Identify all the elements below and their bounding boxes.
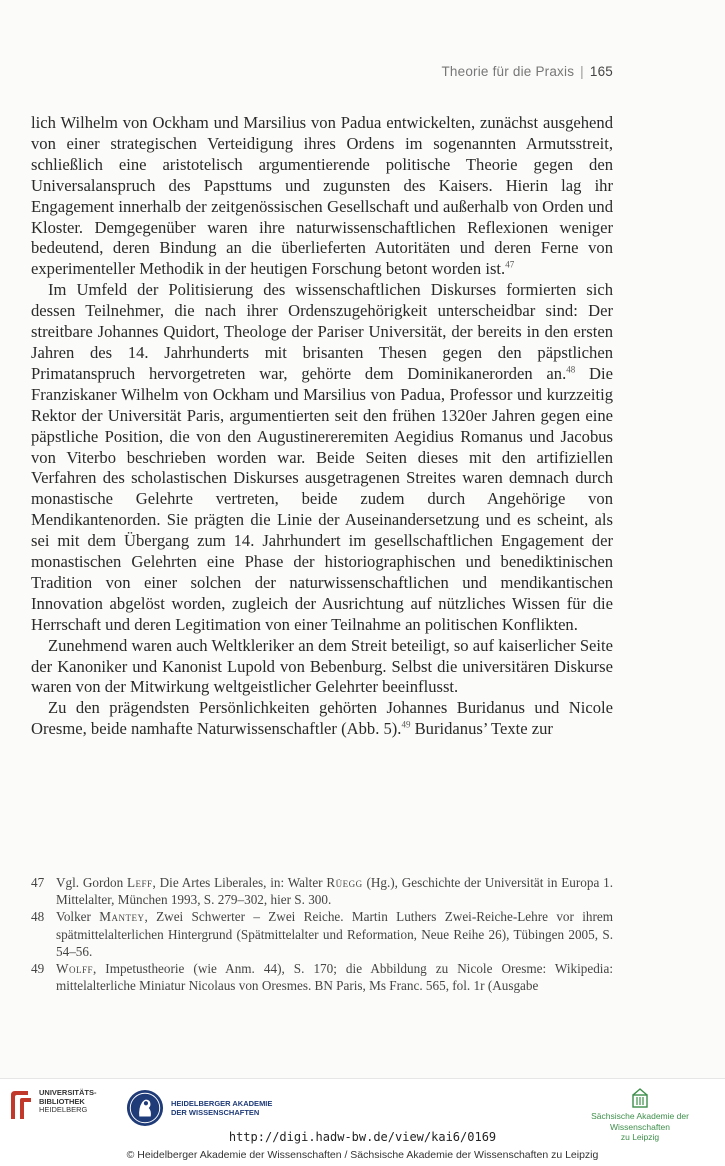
ub-line-2: BIBLIOTHEK (39, 1096, 85, 1106)
paragraph-4a-text: Zu den prägendsten Persönlichkeiten gehörten Johannes Buridanus und Nicole Oresme, beide namhafte Naturwissenschaftler (Abb. 5). (31, 698, 613, 739)
saw-emblem-icon (631, 1087, 649, 1109)
author-name: Mantey (99, 909, 145, 925)
footnotes (31, 874, 613, 994)
hadw-line-2: DER WISSENSCHAFTEN (171, 1108, 260, 1117)
copyright-notice: © Heidelberger Akademie der Wissenschaften / Sächsische Akademie der Wissenschaften zu Leipzig (126, 1149, 599, 1161)
hadw-line-1: HEIDELBERGER AKADEMIE (171, 1098, 273, 1108)
paragraph-4b-text: Buridanus’ Texte zur (410, 719, 553, 739)
footnote-text: Wolff, Impetustheorie (wie Anm. 44), S. 170; die Abbildung zu Nicole Oresme: Wikipedia: mittelalterliche Miniatur Nicolaus von Oresmes. BN Paris, Ms Franc. 565, fol. 1r (Ausgabe (56, 961, 613, 994)
ub-logo-icon (8, 1089, 34, 1121)
paragraph-1 (31, 113, 613, 280)
hadw-logo[interactable] (126, 1089, 272, 1127)
footnote-ref-49[interactable]: 49 (401, 719, 411, 730)
main-text (31, 113, 613, 740)
footnote-47 (31, 874, 613, 908)
footnote-49 (31, 960, 613, 994)
ub-line-1: UNIVERSITÄTS- (39, 1088, 97, 1097)
footnote-text: Vgl. Gordon Leff, Die Artes Liberales, in: Walter Rüegg (Hg.), Geschichte der Universität in Europa 1. Mittelalter, München 1993, S. 279–302, hier S. 300. (56, 875, 614, 908)
permalink-url[interactable]: http://digi.hadw-bw.de/view/kai6/0169 (228, 1130, 497, 1144)
academy-seal-icon (126, 1089, 164, 1127)
paragraph-2b-text: Die Franziskaner Wilhelm von Ockham und Marsilius von Padua, Professor und kurzzeitig Rektor der Universität Paris, argumentierten seit den frühen 1320er Jahren gegen eine päpstliche Position, die von den Augustinereremiten Aegidius Romanus und Jacobus von Viterbo beschrieben worden war. Beide Seiten dieses mit den artifiziellen Verfahren des scholastischen Diskurses ausgetragenen Streites waren demnach durch monastische Gelehrte vertreten, beide zudem durch Angehörige von Mendikantenorden. Sie prägten die Linie der Auseinandersetzung und es scheint, als sei mit dem Übergang zum 14. Jahrhundert im gesellschaftlichen Engagement der monastischen Gelehrten eine Phase der historiographischen und benediktinischen Tradition von einer solchen der naturwissenschaftlichen und mendikantischen Innovation abgelöst worden, zugleich der Ausrichtung auf nützliches Wissen für die Herrschaft und deren Legitimation von einer Teilnahme an politischen Konflikten. (31, 363, 613, 634)
header-separator: | (580, 64, 584, 79)
paragraph-4 (31, 698, 613, 740)
footnote-ref-48[interactable]: 48 (566, 364, 576, 375)
paragraph-2 (31, 280, 613, 635)
author-name: Leff (126, 875, 153, 890)
running-header (441, 64, 613, 79)
saw-line-2: zu Leipzig (620, 1132, 660, 1142)
footnote-48 (31, 908, 613, 960)
saw-line-1: Sächsische Akademie der Wissenschaften (591, 1111, 689, 1132)
paragraph-2a-text: Im Umfeld der Politisierung des wissenschaftlichen Diskurses formierten sich dessen Teilnehmer, die nach ihrer Ordenszugehörigkeit unterscheidbar sind: Der streitbare Johannes Quidort, Theologe der Pariser Universität, der bereits in den ersten Jahren des 14. Jahrhunderts mit brisanten Thesen gegen den päpstlichen Primatanspruch hervorgetreten war, gehörte dem Dominikanerorden an. (31, 280, 613, 383)
running-title: Theorie für die Praxis (441, 64, 575, 79)
author-name: Rüegg (326, 875, 363, 890)
footnote-text: Volker Mantey, Zwei Schwerter – Zwei Reiche. Martin Luthers Zwei-Reiche-Lehre vor ihrem spätmittelalterlichen Hintergrund (Spätmittelalter und Reformation, Neue Reihe 26), Tübingen 2005, S. 54–56. (56, 909, 613, 959)
paragraph-3: Zunehmend waren auch Weltkleriker an dem Streit beteiligt, so auf kaiserlicher Seite der Kanoniker und Kanonist Lupold von Bebenburg. Selbst die universitären Diskurse waren von der Mitwirkung weltgeistlicher Gelehrter beeinflusst. (31, 635, 613, 697)
ub-line-3: HEIDELBERG (39, 1105, 88, 1114)
ub-heidelberg-logo[interactable] (8, 1089, 97, 1121)
paragraph-1-text: lich Wilhelm von Ockham und Marsilius von Padua entwickelten, zunächst ausgehend von einer strategischen Verteidigung ihres Ordens im sogenannten Armutsstreit, schließlich eine aristotelisch argumentierende politische Theorie gegen den Universalanspruch des Papsttums und zugunsten des Kaisers. Hierin lag ihr Engagement innerhalb der zeitgenössischen Gesellschaft und außerhalb von Orden und Kloster. Demgegenüber waren ihre naturwissenschaftlichen Reflexionen weniger bedeutend, deren Bindung an die überlieferten Autoritäten und deren Ferne von experimenteller Methodik in der heutigen Forschung betont worden ist. (31, 113, 613, 279)
author-name: Wolff (56, 961, 93, 977)
footnote-number: 47 (31, 875, 45, 890)
footnote-number: 48 (31, 909, 45, 925)
page-number: 165 (589, 64, 613, 79)
footnote-ref-47[interactable]: 47 (505, 259, 515, 270)
footnote-number: 49 (31, 961, 45, 977)
